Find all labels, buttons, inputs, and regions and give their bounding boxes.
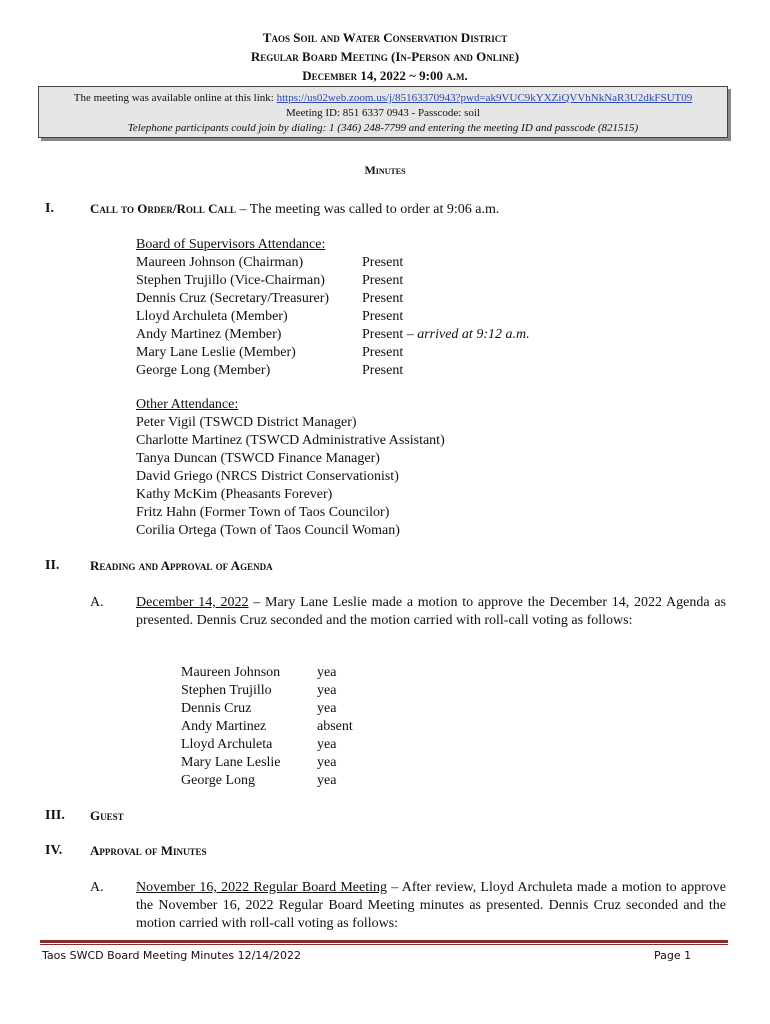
minutes-title: Minutes <box>364 163 406 177</box>
member-name: Andy Martinez (Member) <box>136 327 282 342</box>
section-title: Approval of Minutes <box>90 843 207 858</box>
vote-row <box>181 700 353 718</box>
phone-info: Telephone participants could join by dialing: 1 (346) 248-7799 and entering the meeting ID and passcode (821515) <box>127 122 639 134</box>
page-number: Page 1 <box>654 949 692 962</box>
member-name: Dennis Cruz (Secretary/Treasurer) <box>136 291 330 306</box>
header-date: December 14, 2022 ~ 9:00 a.m. <box>302 68 468 83</box>
attendee: David Griego (NRCS District Conservationist) <box>136 469 399 484</box>
attendee: Tanya Duncan (TSWCD Finance Manager) <box>136 451 380 466</box>
member-status-text: Present – <box>362 327 418 342</box>
header-title: Taos Soil and Water Conservation District <box>262 30 508 45</box>
member-name: Stephen Trujillo (Vice-Chairman) <box>136 273 325 288</box>
attendee: Peter Vigil (TSWCD District Manager) <box>136 415 357 430</box>
voter-name: Andy Martinez <box>181 719 267 734</box>
footer-rule-thin <box>40 944 728 945</box>
member-status <box>362 254 403 272</box>
board-attendance <box>136 236 530 380</box>
footer-title: Taos SWCD Board Meeting Minutes 12/14/2022 <box>42 949 301 962</box>
header-subtitle: Regular Board Meeting (In-Person and Online) <box>250 49 520 64</box>
attendee: Kathy McKim (Pheasants Forever) <box>136 487 333 502</box>
section-number: III. <box>45 808 65 823</box>
board-heading: Board of Supervisors Attendance: <box>136 237 326 252</box>
voter-name: Lloyd Archuleta <box>181 737 273 752</box>
member-status-text: Present <box>362 363 404 378</box>
attendee: Corilia Ortega (Town of Taos Council Woman) <box>136 523 400 538</box>
member-status <box>362 326 530 344</box>
board-member-row <box>136 290 530 308</box>
vote-value: yea <box>317 773 337 788</box>
agenda-votes <box>181 664 353 790</box>
item-letter: A. <box>90 880 104 895</box>
member-status <box>362 272 403 290</box>
vote-row <box>181 754 353 772</box>
approval-text: – After review, Lloyd Archuleta made a motion to approve the November 16, 2022 Regular Board Meeting minutes as presented. Dennis Cruz seconded and the motion carried with roll-call voting as follows: <box>136 880 726 931</box>
section-title: Guest <box>90 808 124 823</box>
voter-name: Maureen Johnson <box>181 665 281 680</box>
member-name: George Long (Member) <box>136 363 271 378</box>
attendee: Fritz Hahn (Former Town of Taos Councilor) <box>136 505 390 520</box>
footer-rule <box>40 940 728 943</box>
member-status-text: Present <box>362 273 404 288</box>
member-name: Mary Lane Leslie (Member) <box>136 345 296 360</box>
voter-name: Mary Lane Leslie <box>181 755 281 770</box>
vote-row <box>181 718 353 736</box>
other-heading: Other Attendance: <box>136 397 239 412</box>
member-note: arrived at 9:12 a.m. <box>417 327 530 342</box>
section-text: – The meeting was called to order at 9:06 a.m. <box>236 202 500 217</box>
info-prefix: The meeting was available online at this link: <box>73 92 277 104</box>
document-header <box>0 28 770 85</box>
member-status <box>362 362 403 380</box>
vote-value: yea <box>317 701 337 716</box>
section-heading <box>90 558 273 575</box>
vote-value: yea <box>317 665 337 680</box>
vote-value: yea <box>317 755 337 770</box>
vote-row <box>181 664 353 682</box>
section-heading <box>90 201 499 218</box>
board-member-row <box>136 308 530 326</box>
board-member-row <box>136 254 530 272</box>
board-member-row <box>136 344 530 362</box>
board-member-row <box>136 272 530 290</box>
approval-paragraph <box>136 879 726 933</box>
agenda-text: – Mary Lane Leslie made a motion to approve the December 14, 2022 Agenda as presented. Dennis Cruz seconded and the motion carried with roll-call voting as follows: <box>136 595 726 628</box>
member-status <box>362 308 403 326</box>
section-number: I. <box>45 201 54 216</box>
other-attendance <box>136 396 445 540</box>
member-status <box>362 344 403 362</box>
section-number: II. <box>45 558 60 573</box>
vote-value: yea <box>317 737 337 752</box>
section-heading <box>90 808 124 825</box>
vote-value: absent <box>317 719 353 734</box>
item-letter: A. <box>90 595 104 610</box>
member-name: Maureen Johnson (Chairman) <box>136 255 304 270</box>
vote-row <box>181 772 353 790</box>
zoom-link[interactable]: https://us02web.zoom.us/j/85163370943?pwd=ak9VUC9kYXZiQVVhNkNaR3U2dkFSUT09 <box>276 92 693 104</box>
board-member-row <box>136 326 530 344</box>
vote-value: yea <box>317 683 337 698</box>
approval-title: November 16, 2022 Regular Board Meeting <box>136 880 388 895</box>
vote-row <box>181 682 353 700</box>
meeting-id: Meeting ID: 851 6337 0943 - Passcode: soil <box>285 107 480 119</box>
member-status-text: Present <box>362 255 404 270</box>
member-status-text: Present <box>362 309 404 324</box>
section-title: Call to Order/Roll Call <box>90 201 236 216</box>
agenda-date: December 14, 2022 <box>136 595 249 610</box>
section-title: Reading and Approval of Agenda <box>90 558 273 573</box>
section-heading <box>90 843 207 860</box>
board-member-row <box>136 362 530 380</box>
voter-name: Stephen Trujillo <box>181 683 272 698</box>
voter-name: Dennis Cruz <box>181 701 252 716</box>
member-status-text: Present <box>362 291 404 306</box>
agenda-paragraph <box>136 594 726 630</box>
attendee: Charlotte Martinez (TSWCD Administrative Assistant) <box>136 433 445 448</box>
member-name: Lloyd Archuleta (Member) <box>136 309 288 324</box>
member-status <box>362 290 403 308</box>
vote-row <box>181 736 353 754</box>
member-status-text: Present <box>362 345 404 360</box>
section-number: IV. <box>45 843 63 858</box>
voter-name: George Long <box>181 773 255 788</box>
meeting-info-box <box>38 86 728 138</box>
